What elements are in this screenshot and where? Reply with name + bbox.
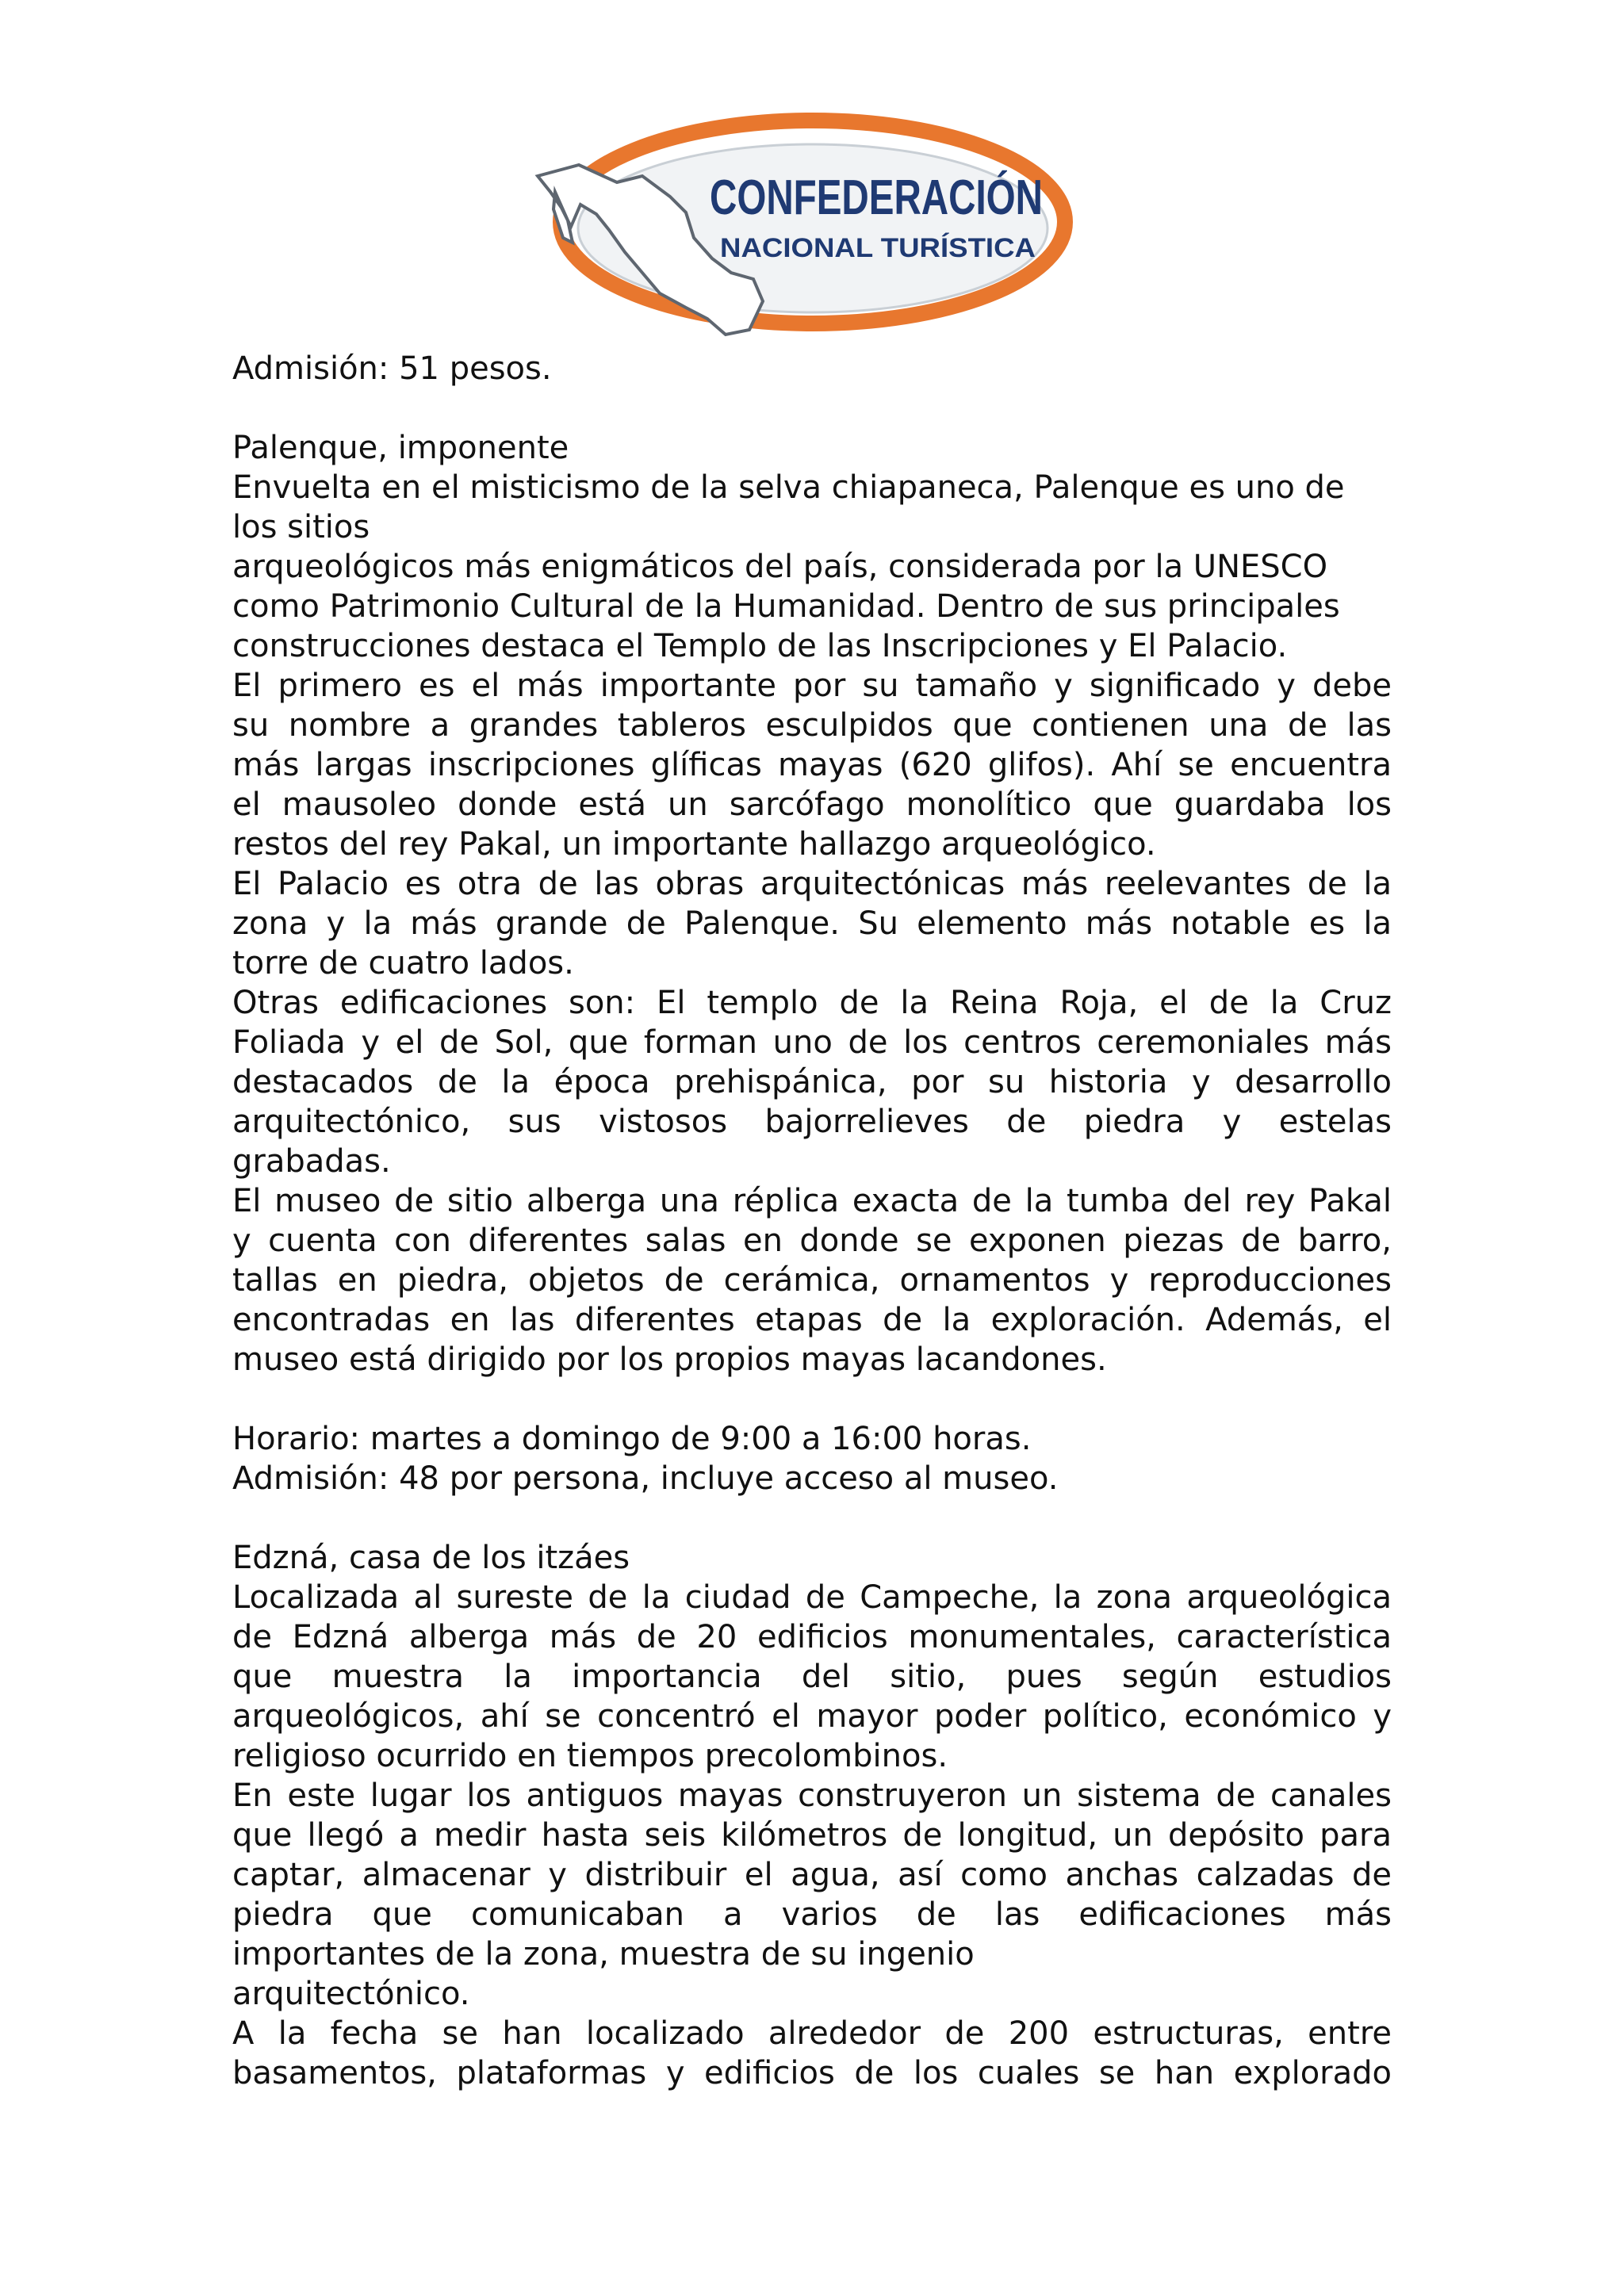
text-line: El Palacio es otra de las obras arquitectónicas más reelevantes de la — [232, 866, 1392, 902]
logo-graphic — [523, 103, 1078, 349]
text-line: El primero es el más importante por su tamaño y significado y debe — [232, 668, 1392, 704]
text-line: Localizada al sureste de la ciudad de Campeche, la zona arqueológica — [232, 1579, 1392, 1616]
text-line: museo está dirigido por los propios mayas lacandones. — [232, 1341, 1107, 1378]
text-line: Otras edificaciones son: El templo de la Reina Roja, el de la Cruz — [232, 985, 1392, 1021]
confederacion-logo — [523, 103, 1078, 349]
text-line: construcciones destaca el Templo de las Inscripciones y El Palacio. — [232, 628, 1288, 664]
text-line: religioso ocurrido en tiempos precolombinos. — [232, 1738, 948, 1774]
text-line: restos del rey Pakal, un importante hallazgo arqueológico. — [232, 826, 1156, 863]
text-line: Envuelta en el misticismo de la selva chiapaneca, Palenque es uno de — [232, 469, 1345, 506]
text-line: grabadas. — [232, 1143, 391, 1180]
text-line: torre de cuatro lados. — [232, 945, 574, 982]
text-line: Edzná, casa de los itzáes — [232, 1540, 630, 1576]
text-line: Admisión: 51 pesos. — [232, 350, 552, 387]
text-line: Horario: martes a domingo de 9:00 a 16:00 horas. — [232, 1421, 1032, 1457]
text-line: basamentos, plataformas y edificios de los cuales se han explorado — [232, 2055, 1392, 2091]
text-line: zona y la más grande de Palenque. Su elemento más notable es la — [232, 905, 1392, 942]
text-line: tallas en piedra, objetos de cerámica, ornamentos y reproducciones — [232, 1262, 1392, 1299]
logo-line2: NACIONAL TURÍSTICA — [720, 233, 1036, 263]
text-line: Palenque, imponente — [232, 430, 569, 466]
text-line: En este lugar los antiguos mayas construyeron un sistema de canales — [232, 1777, 1392, 1814]
blank-line — [232, 1498, 1392, 1538]
text-line: que llegó a medir hasta seis kilómetros de longitud, un depósito para — [232, 1817, 1392, 1854]
text-line: A la fecha se han localizado alrededor de 200 estructuras, entre — [232, 2015, 1392, 2052]
text-line: de Edzná alberga más de 20 edificios monumentales, característica — [232, 1619, 1392, 1655]
text-line: piedra que comunicaban a varios de las edificaciones más — [232, 1896, 1392, 1933]
text-line: encontradas en las diferentes etapas de la exploración. Además, el — [232, 1302, 1392, 1338]
document-body — [232, 349, 1392, 2093]
text-line: arquitectónico, sus vistosos bajorrelieves de piedra y estelas — [232, 1104, 1392, 1140]
text-line: arqueológicos más enigmáticos del país, considerada por la UNESCO — [232, 549, 1328, 585]
text-line: el mausoleo donde está un sarcófago monolítico que guardaba los — [232, 786, 1392, 823]
text-line: arquitectónico. — [232, 1976, 470, 2012]
text-line: más largas inscripciones glíficas mayas (620 glifos). Ahí se encuentra — [232, 747, 1392, 783]
text-line: y cuenta con diferentes salas en donde se exponen piezas de barro, — [232, 1223, 1392, 1259]
text-line: Foliada y el de Sol, que forman uno de los centros ceremoniales más — [232, 1024, 1392, 1061]
logo-line1: CONFEDERACIÓN — [710, 170, 1043, 225]
text-line: que muestra la importancia del sitio, pues según estudios — [232, 1659, 1392, 1695]
text-line: como Patrimonio Cultural de la Humanidad. Dentro de sus principales — [232, 588, 1340, 625]
text-line: su nombre a grandes tableros esculpidos que contienen una de las — [232, 707, 1392, 744]
blank-line — [232, 1380, 1392, 1419]
text-line: captar, almacenar y distribuir el agua, así como anchas calzadas de — [232, 1857, 1392, 1893]
text-line: importantes de la zona, muestra de su ingenio — [232, 1936, 975, 1973]
text-line: arqueológicos, ahí se concentró el mayor poder político, económico y — [232, 1698, 1392, 1735]
text-line: los sitios — [232, 509, 370, 545]
blank-line — [232, 388, 1392, 428]
text-line: El museo de sitio alberga una réplica exacta de la tumba del rey Pakal — [232, 1183, 1392, 1219]
text-line: Admisión: 48 por persona, incluye acceso al museo. — [232, 1460, 1059, 1497]
text-line: destacados de la época prehispánica, por su historia y desarrollo — [232, 1064, 1392, 1100]
